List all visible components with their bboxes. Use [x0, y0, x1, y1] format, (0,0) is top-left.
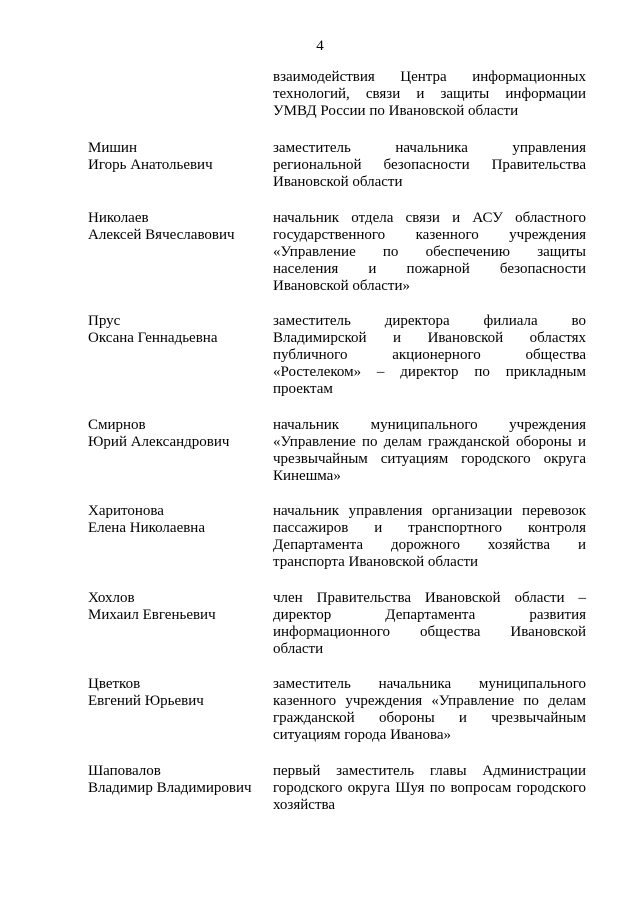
member-surname: Хохлов [88, 590, 135, 606]
member-position [273, 210, 586, 295]
text-line: директор Департамента развития [273, 607, 586, 623]
member-name [88, 676, 268, 710]
text-line: технологий, связи и защиты информации [273, 86, 586, 102]
member-position [273, 313, 586, 398]
text-line: взаимодействия Центра информационных [273, 69, 586, 85]
member-given-names: Елена Николаевна [88, 520, 205, 536]
member-surname: Мишин [88, 140, 137, 156]
text-line: казенного учреждения «Управление по делам [273, 693, 586, 709]
member-name [88, 140, 268, 174]
member-given-names: Юрий Александрович [88, 434, 230, 450]
member-position [273, 140, 586, 191]
member-position [273, 417, 586, 485]
text-line: Ивановской области» [273, 278, 410, 294]
text-line: Владимирской и Ивановской областях [273, 330, 586, 346]
text-line: области [273, 641, 324, 657]
member-surname: Харитонова [88, 503, 164, 519]
text-line: Кинешма» [273, 468, 341, 484]
member-given-names: Владимир Владимирович [88, 780, 252, 796]
text-line: транспорта Ивановской области [273, 554, 479, 570]
member-given-names: Игорь Анатольевич [88, 157, 213, 173]
member-name [88, 210, 268, 244]
text-line: хозяйства [273, 797, 336, 813]
member-surname: Шаповалов [88, 763, 161, 779]
member-given-names: Оксана Геннадьевна [88, 330, 218, 346]
member-position [273, 763, 586, 814]
member-given-names: Михаил Евгеньевич [88, 607, 216, 623]
member-given-names: Евгений Юрьевич [88, 693, 204, 709]
member-name [88, 503, 268, 537]
text-line: пассажиров и транспортного контроля [273, 520, 586, 536]
member-given-names: Алексей Вячеславович [88, 227, 235, 243]
text-line: первый заместитель главы Администрации [273, 763, 586, 779]
text-line: член Правительства Ивановской области – [273, 590, 586, 606]
member-name [88, 417, 268, 451]
member-name [88, 313, 268, 347]
member-position [273, 503, 586, 571]
member-surname: Смирнов [88, 417, 146, 433]
text-line: заместитель начальника муниципального [273, 676, 586, 692]
text-line: заместитель директора филиала во [273, 313, 586, 329]
text-line: заместитель начальника управления [273, 140, 586, 156]
text-line: начальник отдела связи и АСУ областного [273, 210, 586, 226]
text-line: Ивановской области [273, 174, 403, 190]
text-line: населения и пожарной безопасности [273, 261, 586, 277]
text-line: Департамента дорожного хозяйства и [273, 537, 586, 553]
text-line: «Управление по делам гражданской обороны и [273, 434, 586, 450]
text-line: ситуациям города Иванова» [273, 727, 452, 743]
member-surname: Николаев [88, 210, 149, 226]
page-number: 4 [316, 38, 324, 54]
text-line: начальник управления организации перевозок [273, 503, 586, 519]
text-line: публичного акционерного общества [273, 347, 586, 363]
text-line: информационного общества Ивановской [273, 624, 586, 640]
text-line: государственного казенного учреждения [273, 227, 586, 243]
member-name [88, 763, 268, 797]
member-position [273, 590, 586, 658]
text-line: региональной безопасности Правительства [273, 157, 586, 173]
member-surname: Цветков [88, 676, 141, 692]
continued-position-text [273, 69, 586, 120]
text-line: чрезвычайным ситуациям городского округа [273, 451, 586, 467]
member-position [273, 676, 586, 744]
text-line: «Управление по обеспечению защиты [273, 244, 586, 260]
text-line: проектам [273, 381, 333, 397]
text-line: УМВД России по Ивановской области [273, 103, 519, 119]
member-name [88, 590, 268, 624]
member-surname: Прус [88, 313, 121, 329]
text-line: начальник муниципального учреждения [273, 417, 586, 433]
text-line: «Ростелеком» – директор по прикладным [273, 364, 586, 380]
text-line: гражданской обороны и чрезвычайным [273, 710, 586, 726]
text-line: городского округа Шуя по вопросам городского [273, 780, 586, 796]
